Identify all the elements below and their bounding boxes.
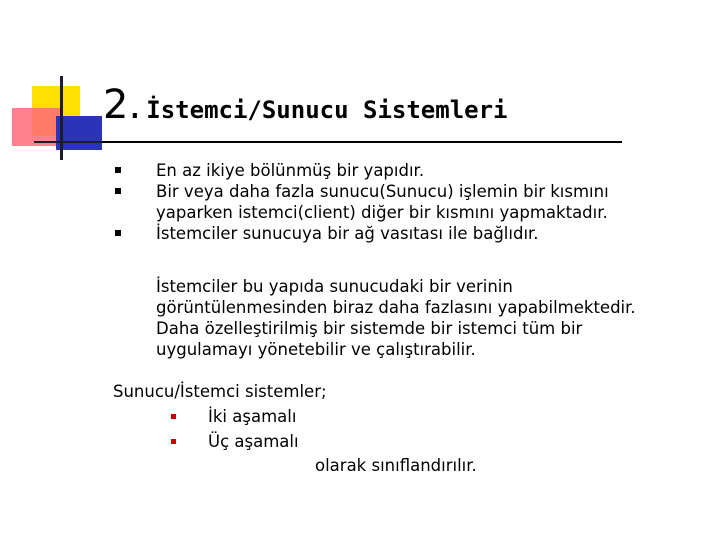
paragraph-line: İstemciler bu yapıda sunucudaki bir verinin (156, 277, 513, 296)
systems-item-label: İki aşamalı (208, 407, 297, 426)
bullet-item (113, 160, 693, 181)
slide-title (103, 82, 508, 128)
systems-item-label: Üç aşamalı (208, 432, 299, 451)
red-bullet-marker (171, 414, 176, 419)
bullet-marker (115, 230, 121, 236)
red-bullet-marker (171, 439, 176, 444)
body-paragraph (156, 276, 686, 360)
systems-closing: olarak sınıflandırılır. (315, 456, 477, 475)
bullet-marker (115, 188, 121, 194)
paragraph-line: uygulamayı yönetebilir ve çalıştırabilir. (156, 340, 476, 359)
bullet-line: İstemciler sunucuya bir ağ vasıtası ile bağlıdır. (156, 224, 539, 243)
title-underline (102, 141, 622, 143)
systems-list-item (170, 429, 299, 454)
slide-title-number: 2. (103, 82, 142, 128)
bullet-item (113, 181, 693, 223)
bullet-list (113, 160, 693, 244)
logo-vertical-line (60, 76, 63, 160)
bullet-line: En az ikiye bölünmüş bir yapıdır. (156, 161, 425, 180)
bullet-marker (115, 167, 121, 173)
paragraph-line: Daha özelleştirilmiş bir sistemde bir istemci tüm bir (156, 319, 583, 338)
systems-list (170, 404, 299, 454)
slide-title-text: İstemci/Sunucu Sistemleri (146, 96, 508, 124)
bullet-line: yaparken istemci(client) diğer bir kısmını yapmaktadır. (156, 203, 608, 222)
bullet-item (113, 223, 693, 244)
systems-list-item (170, 404, 299, 429)
paragraph-line: görüntülenmesinden biraz daha fazlasını yapabilmektedir. (156, 298, 636, 317)
slide-logo-decoration (0, 0, 110, 170)
bullet-line: Bir veya daha fazla sunucu(Sunucu) işlemin bir kısmını (156, 182, 609, 201)
systems-intro: Sunucu/İstemci sistemler; (113, 382, 327, 401)
